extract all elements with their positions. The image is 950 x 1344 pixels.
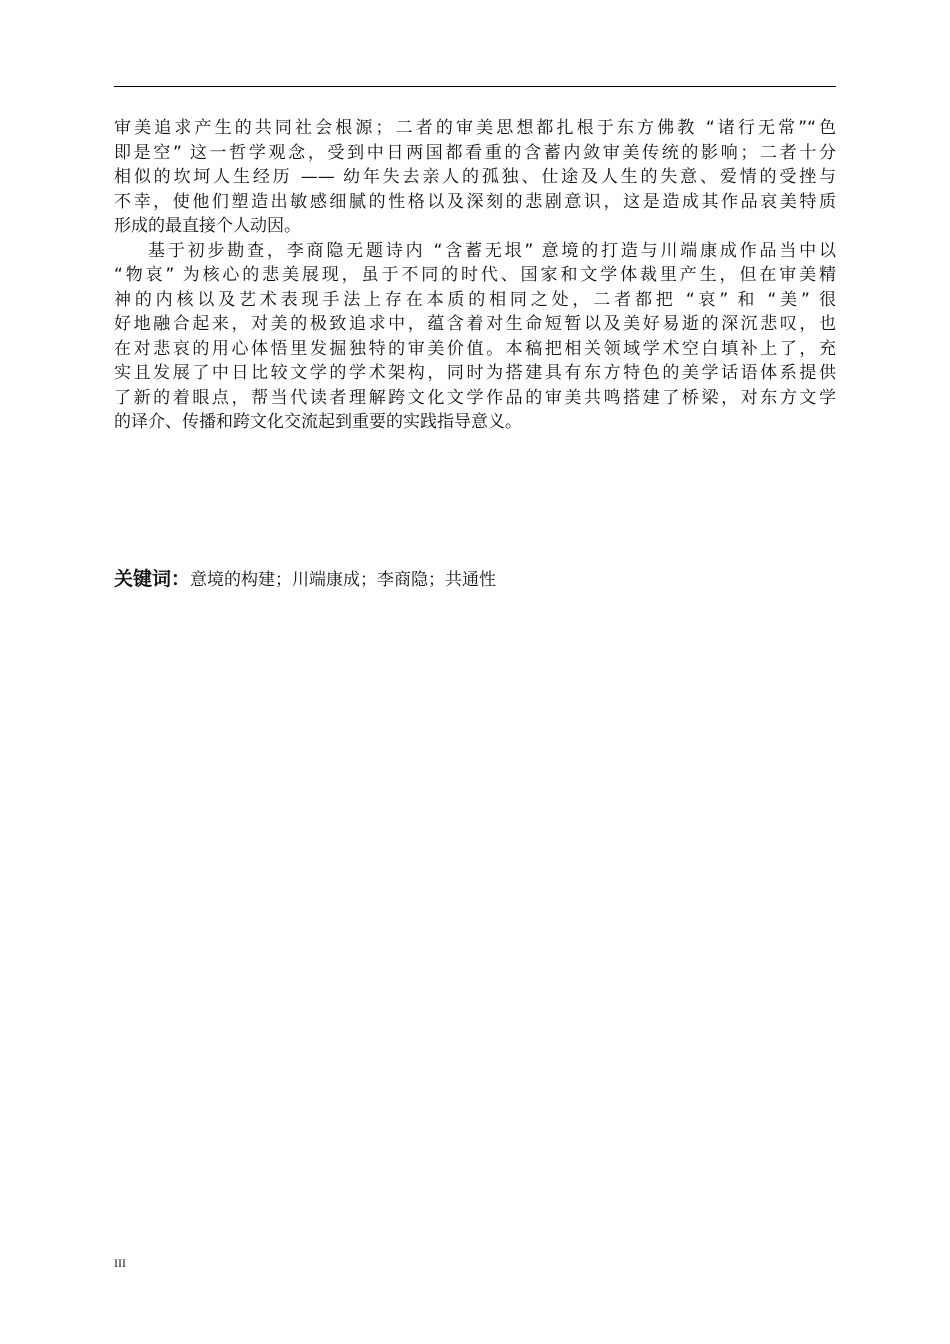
text-line: 的译介、传播和跨文化交流起到重要的实践指导意义。 <box>114 412 522 432</box>
page-number: III <box>114 1256 126 1270</box>
keywords-text: 意境的构建；川端康成；李商隐；共通性 <box>190 570 497 590</box>
keywords-label: 关键词： <box>114 568 191 590</box>
text-line: “物哀” 为核心的悲美展现，虽于不同的时代、国家和文学体裁里产生，但在审美精 <box>114 265 836 285</box>
text-line: 即是空” 这一哲学观念，受到中日两国都看重的含蓄内敛审美传统的影响；二者十分 <box>114 142 836 163</box>
abstract-body <box>114 116 836 435</box>
paragraph-2 <box>114 239 836 435</box>
text-line: 神的内核以及艺术表现手法上存在本质的相同之处，二者都把 “哀” 和 “美” 很 <box>114 289 836 310</box>
text-line: 基于初步勘查，李商隐无题诗内 “含蓄无垠” 意境的打造与川端康成作品当中以 <box>148 240 836 261</box>
text-line: 形成的最直接个人动因。 <box>114 216 301 236</box>
text-line: 相似的坎坷人生经历 —— 幼年失去亲人的孤独、仕途及人生的失意、爱情的受挫与 <box>114 167 836 187</box>
text-line: 在对悲哀的用心体悟里发掘独特的审美价值。本稿把相关领域学术空白填补上了，充 <box>114 338 836 359</box>
paragraph-1 <box>114 116 836 239</box>
text-line: 不幸，使他们塑造出敏感细腻的性格以及深刻的悲剧意识，这是造成其作品哀美特质 <box>114 191 836 212</box>
text-line: 审美追求产生的共同社会根源；二者的审美思想都扎根于东方佛教 “诸行无常”“色 <box>114 118 836 138</box>
text-line: 了新的着眼点，帮当代读者理解跨文化文学作品的审美共鸣搭建了桥梁，对东方文学 <box>114 387 836 408</box>
keywords-line <box>114 566 836 593</box>
text-line: 好地融合起来，对美的极致追求中，蕴含着对生命短暂以及美好易逝的深沉悲叹，也 <box>114 314 836 334</box>
header-rule <box>114 86 836 87</box>
text-line: 实且发展了中日比较文学的学术架构，同时为搭建具有东方特色的美学话语体系提供 <box>114 363 836 383</box>
